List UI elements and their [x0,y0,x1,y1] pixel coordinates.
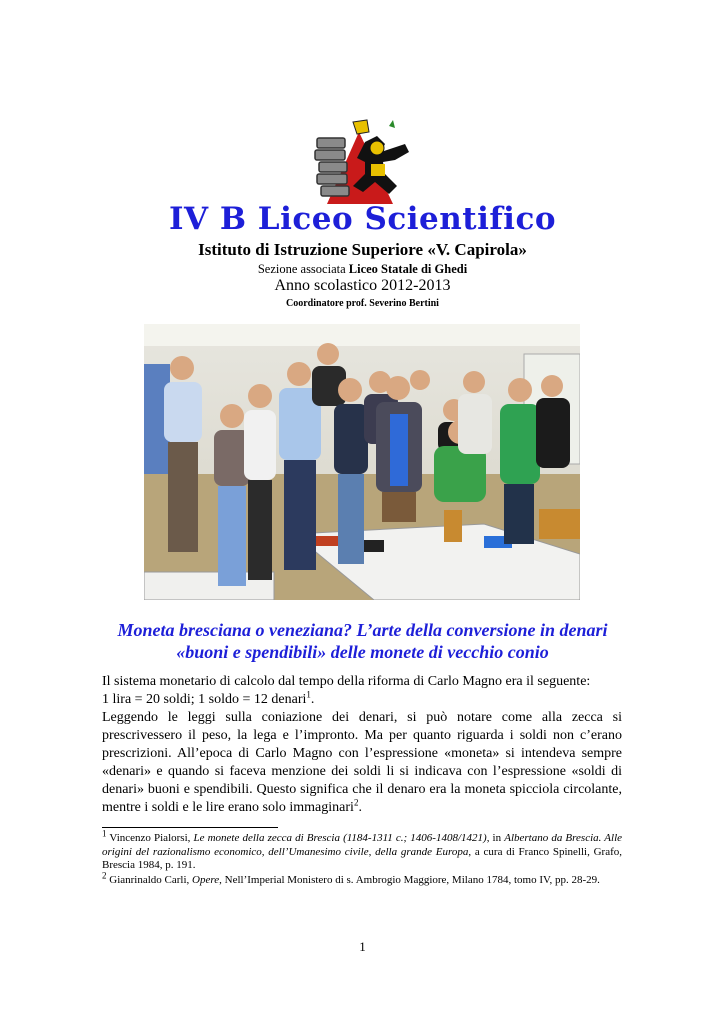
section-name: Liceo Statale di Ghedi [348,262,468,276]
footnote-title: Le monete della zecca di Brescia (1184-1311 c.; 1406-1408/1421) [193,832,487,844]
paragraph-1b [102,691,622,709]
footnote-2 [102,869,622,888]
paragraph-2 [102,709,622,817]
class-photo [144,324,580,600]
footnote-text: , Nell’Imperial Monistero di s. Ambrogio Maggiore, Milano 1784, tomo IV, pp. 28-29. [219,873,600,886]
article-title-line-1: Moneta bresciana o veneziana? L’arte della conversione in denari [117,620,608,640]
paragraph-1: Il sistema monetario di calcolo dal tempo della riforma di Carlo Magno era il seguente: [102,674,591,689]
currency-equation: 1 lira = 20 soldi; 1 soldo = 12 denari [102,692,307,707]
article-title-line-2: «buoni e spendibili» delle monete di vecchio conio [176,642,549,662]
paragraph-2-text: Leggendo le leggi sulla coniazione dei denari, si può notare come alla zecca si prescrivessero il peso, la lega e l’impronto. Ma per quanto riguarda i soldi non c’erano prescrizioni. All’epoca di Carlo Magno con l’espressione «moneta» si intendeva sempre «denari» e quando si faceva menzione dei soldi li si indicava con l’espressione «soldi di denari» buoni e spendibili. Questo significa che il denaro era la moneta spicciola circolante, mentre i soldi e le lire erano solo immaginari [102,710,622,815]
footnote-1 [102,828,623,873]
footnote-text: Vincenzo Pialorsi, [106,832,194,844]
footnote-number: 2 [102,869,107,880]
period: . [310,692,315,707]
footnote-text: , in [486,832,505,844]
footnote-work: Albertano da Brescia. Alle origini del razionalismo economico, dell’Umanesimo civile, della grande Europa [102,832,623,858]
coordinator-line: Coordinatore prof. Severino Bertini [286,298,439,309]
footnote-ref-2: 2 [353,797,359,808]
page-number: 1 [359,939,366,954]
school-year: Anno scolastico 2012-2013 [274,277,451,294]
article-body [102,673,622,817]
footnotes [102,828,623,888]
section-prefix: Sezione associata [257,262,349,276]
footnote-ref-1: 1 [306,689,311,700]
footnote-separator [102,827,278,828]
school-logo [313,118,413,204]
article-title [90,619,635,663]
section-line [0,262,725,277]
footnote-text: Gianrinaldo Carli, [106,873,193,886]
period: . [358,800,362,815]
school-name: Istituto di Istruzione Superiore «V. Capirola» [198,240,527,259]
page-title: IV B Liceo Scientifico [168,201,557,237]
footnote-text: , a cura di Franco Spinelli, Grafo, Brescia 1984, p. 191. [102,845,622,871]
footnote-title: Opere [192,873,220,886]
footnote-number: 1 [102,828,107,839]
